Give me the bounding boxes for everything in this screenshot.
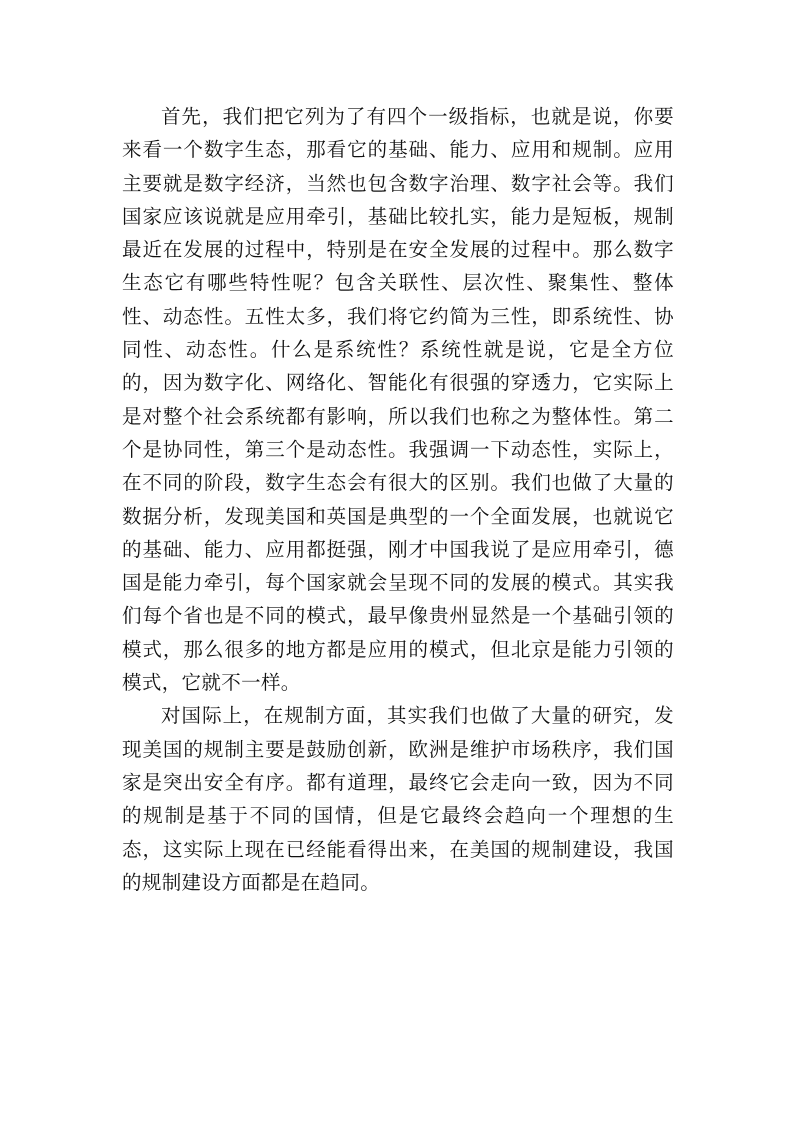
paragraph-1: 首先，我们把它列为了有四个一级指标，也就是说，你要来看一个数字生态，那看它的基础、能力、应用和规制。应用主要就是数字经济，当然也包含数字治理、数字社会等。我们国家应该说就是应用牵引，基础比较扎实，能力是短板，规制最近在发展的过程中，特别是在安全发展的过程中。那么数字生态它有哪些特性呢？包含关联性、层次性、聚集性、整体性、动态性。五性太多，我们将它约简为三性，即系统性、协同性、动态性。什么是系统性？系统性就是说，它是全方位的，因为数字化、网络化、智能化有很强的穿透力，它实际上是对整个社会系统都有影响，所以我们也称之为整体性。第二个是协同性，第三个是动态性。我强调一下动态性，实际上，在不同的阶段，数字生态会有很大的区别。我们也做了大量的数据分析，发现美国和英国是典型的一个全面发展，也就说它的基础、能力、应用都挺强，刚才中国我说了是应用牵引，德国是能力牵引，每个国家就会呈现不同的发展的模式。其实我们每个省也是不同的模式，最早像贵州显然是一个基础引领的模式，那么很多的地方都是应用的模式，但北京是能力引领的模式，它就不一样。 (122, 105, 674, 695)
document-body (122, 100, 674, 899)
paragraph-2: 对国际上，在规制方面，其实我们也做了大量的研究，发现美国的规制主要是鼓励创新，欧洲是维护市场秩序，我们国家是突出安全有序。都有道理，最终它会走向一致，因为不同的规制是基于不同的国情，但是它最终会趋向一个理想的生态，这实际上现在已经能看得出来，在美国的规制建设，我国的规制建设方面都是在趋同。 (122, 704, 674, 894)
